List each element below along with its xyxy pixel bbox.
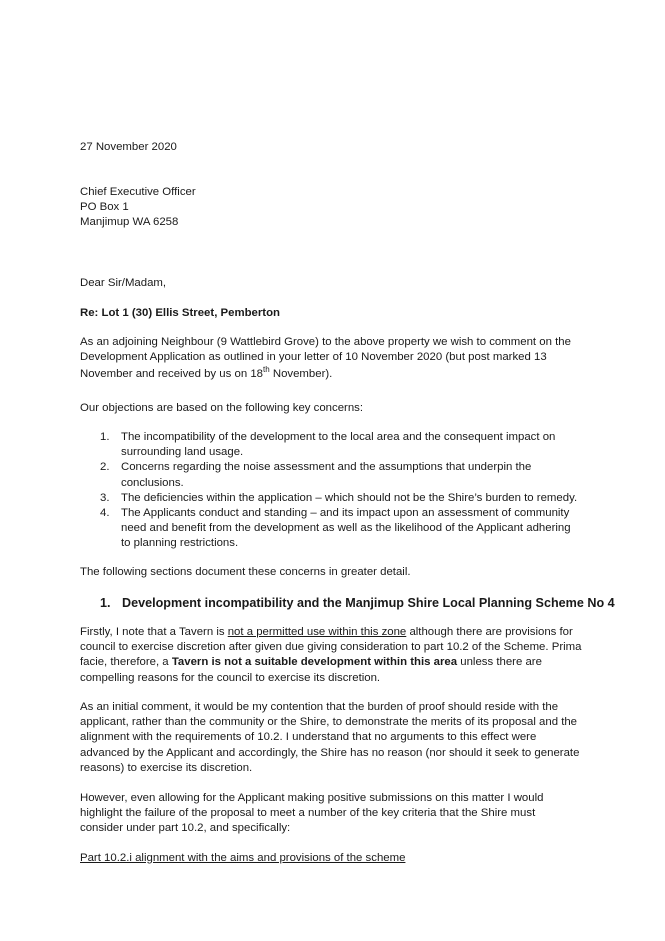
- address-line: PO Box 1: [80, 201, 129, 214]
- concerns-list: [80, 430, 590, 552]
- section-heading: 1. Development incompatibility and the Manjimup Shire Local Planning Scheme No 4: [100, 596, 615, 610]
- list-item: 4. The Applicants conduct and standing – and its impact upon an assessment of community need and benefit from the development as well as the likelihood of the Applicant adhering to planning restrictions.: [100, 507, 571, 550]
- list-item: 1. The incompatibility of the development to the local area and the consequent impact on surrounding land usage.: [100, 431, 556, 459]
- list-item: 3. The deficiencies within the application – which should not be the Shire’s burden to remedy.: [100, 491, 578, 504]
- letter-date: 27 November 2020: [80, 141, 177, 153]
- subheading-part-10-2-i: Part 10.2.i alignment with the aims and provisions of the scheme: [80, 852, 406, 864]
- salutation: Dear Sir/Madam,: [80, 277, 167, 289]
- paragraph-key-criteria: However, even allowing for the Applicant making positive submissions on this matter I would highlight the failure of the proposal to meet a number of the key criteria that the Shire must consider under part 10.2, and specifically:: [80, 792, 544, 835]
- paragraph-permitted-use: Firstly, I note that a Tavern is not a permitted use within this zone although there are provisions for council to exercise discretion after given due giving consideration to part 10.2 of the Scheme. Prima facie, therefore, a Tavern is not a suitable development within this area unless there are compelling reasons for the council to exercise its discretion.: [80, 626, 582, 684]
- address-line: Manjimup WA 6258: [80, 216, 179, 229]
- sections-note: The following sections document these concerns in greater detail.: [80, 566, 411, 578]
- address-line: Chief Executive Officer: [80, 186, 196, 198]
- intro-paragraph: As an adjoining Neighbour (9 Wattlebird Grove) to the above property we wish to comment on the Development Application as outlined in your letter of 10 November 2020 (but post marked 13 November and received by us on 18th November).: [80, 336, 571, 381]
- list-item: 2. Concerns regarding the noise assessment and the assumptions that underpin the conclusions.: [100, 461, 532, 489]
- paragraph-burden-of-proof: As an initial comment, it would be my contention that the burden of proof should reside with the applicant, rather than the community or the Shire, to demonstrate the merits of its proposal and the alignment with the requirements of 10.2. I understand that no arguments to this effect were advanced by the Applicant and accordingly, the Shire has no reason (nor should it seek to generate reasons) to exercise its discretion.: [80, 701, 580, 774]
- subject-line: Re: Lot 1 (30) Ellis Street, Pemberton: [80, 307, 281, 319]
- objections-intro: Our objections are based on the following key concerns:: [80, 402, 364, 414]
- recipient-address: [80, 185, 590, 231]
